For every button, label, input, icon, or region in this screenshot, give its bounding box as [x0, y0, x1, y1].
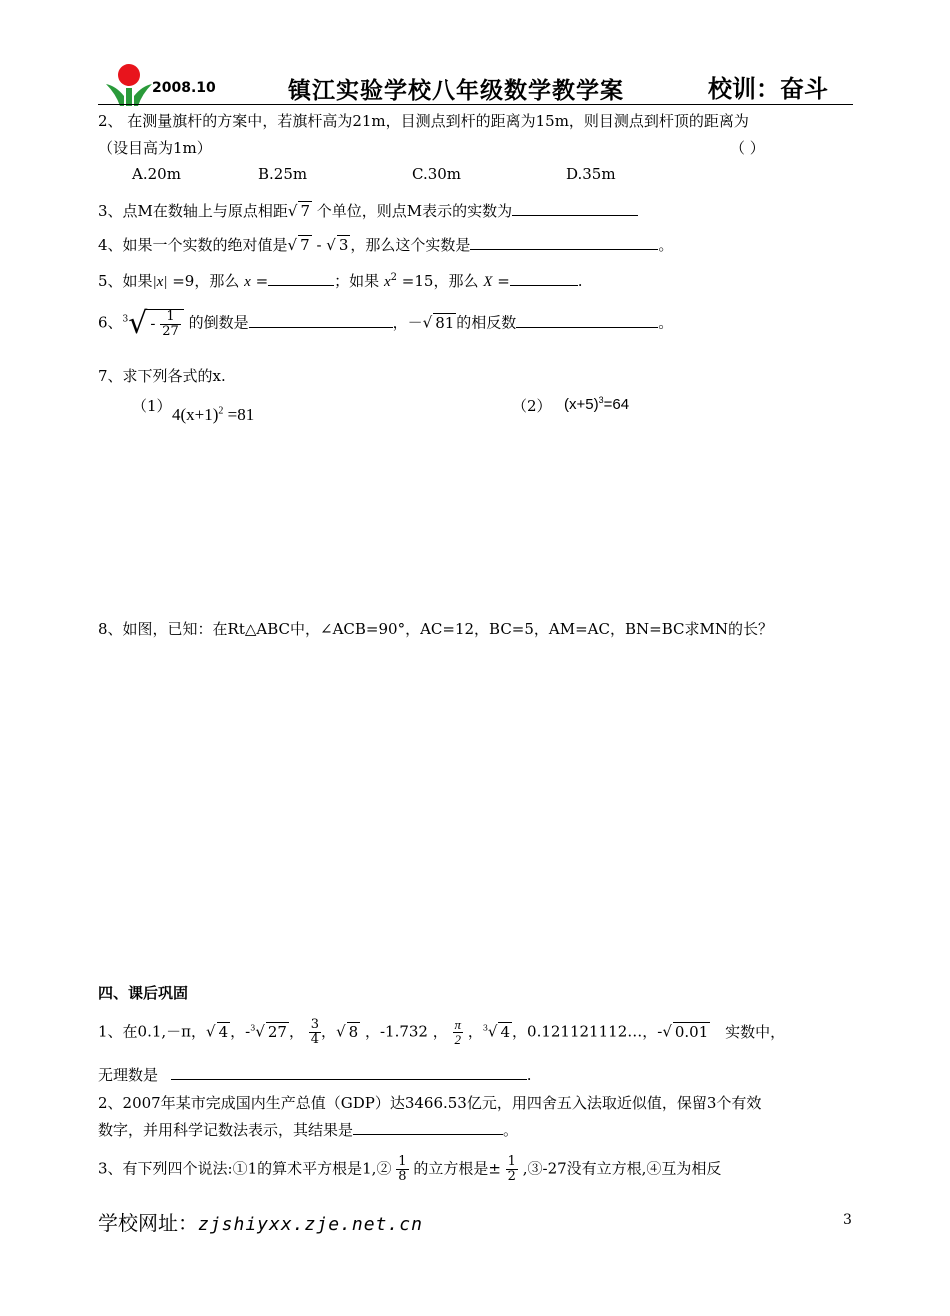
s4-q1-line1: 1、在0.1,－π，√ 4 ，-$^3$√ 27 ， $\frac{3}{4}$ ，√ 8 ，-1.732 ， $\frac{\pi}{2}$ ，$^3$√ 4 ，0.121121112…，-√ 0.01 实数中，	[98, 1017, 786, 1047]
q7-part2-rhs: =64	[603, 396, 630, 413]
s4-q3-fraction-1-2	[506, 1155, 518, 1184]
q3-radicand: 7	[300, 202, 311, 220]
q2-option-c: C.30m	[412, 165, 462, 183]
q5-mid: ；如果	[334, 272, 380, 290]
q2-text-2: （设目高为1m）	[98, 139, 212, 157]
q5-blank-1[interactable]	[268, 271, 334, 286]
q5-line	[98, 270, 583, 291]
q7-part1-label: （1）	[132, 397, 172, 415]
s4-q1-frac-num: 3	[310, 1017, 320, 1032]
q7-part2-expr	[564, 395, 629, 413]
q6-end: 。	[658, 313, 674, 332]
s4-q1-irrational-label: 无理数是	[98, 1066, 159, 1084]
s4-q1-sep4: ，-1.732 ，	[364, 1022, 448, 1041]
q2-text: 2、 在测量旗杆的方案中，若旗杆高为21m，目测点到杆的距离为15m，则目测点到杆顶的距离为	[98, 112, 749, 130]
q5-eq2: =	[255, 272, 269, 290]
q6-neg: -	[150, 314, 156, 332]
s4-q3-suffix: ,③-27没有立方根,④互为相反	[522, 1159, 722, 1178]
q6-denominator: 27	[162, 323, 179, 339]
footer	[98, 1207, 423, 1236]
q3-answer-blank[interactable]	[512, 201, 638, 216]
radical-sign: √	[206, 1022, 216, 1041]
q5-var-X: X	[483, 274, 493, 290]
radical-sign: √	[422, 313, 433, 332]
school-logo	[102, 62, 156, 108]
header-date: 2008.10	[152, 80, 216, 96]
q5-eq1: =9，那么	[172, 272, 240, 290]
q6-root-index: 3	[122, 314, 129, 325]
radical-sign: √	[336, 1022, 346, 1041]
radical-sign: √	[287, 236, 298, 254]
q6-suffix: 的相反数	[456, 313, 517, 332]
header-title: 镇江实验学校八年级数学教学案	[288, 78, 624, 104]
q2-option-b: B.25m	[258, 165, 308, 183]
q7-part2-label: （2）	[512, 397, 552, 415]
q3-line	[98, 200, 638, 221]
s4-q1-sep2: ，	[288, 1022, 304, 1041]
q5-var-x2: x	[383, 274, 391, 290]
s4-q1-sep5: ，	[467, 1022, 483, 1041]
s4-q1-fraction-pi-2	[453, 1018, 464, 1047]
q4-radicand-1: 7	[300, 236, 310, 254]
footer-url[interactable]: zjshiyxx.zje.net.cn	[198, 1214, 423, 1235]
s4-q3-line	[98, 1155, 721, 1184]
q4-radicand-2: 3	[338, 236, 349, 254]
q7-part1-exponent: 2	[218, 405, 224, 417]
q3-prefix: 3、点M在数轴上与原点相距	[98, 202, 288, 220]
s4-q3-mid: 的立方根是±	[413, 1159, 501, 1178]
q7-text: 7、求下列各式的x.	[98, 367, 226, 385]
s4-q1-pi: π	[454, 1017, 462, 1032]
q8-text: 8、如图，已知：在Rt△ABC中，∠ACB=90°，AC=12，BC=5，AM=AC，BN=BC求MN的长？	[98, 620, 773, 638]
q6-comma: ，－	[392, 313, 423, 332]
q6-mid: 的倒数是	[188, 313, 249, 332]
s4-q2-answer-blank[interactable]	[353, 1120, 503, 1135]
q7-part2-lhs: (x+5)	[564, 396, 599, 413]
s4-q1-rad-8: 8	[348, 1022, 359, 1041]
q3-suffix: 个单位，则点M表示的实数为	[316, 202, 513, 220]
q4-suffix: ，那么这个实数是	[350, 236, 471, 254]
s4-q3-frac2-num: 1	[507, 1154, 516, 1169]
q7-part1-lhs: 4(x+1)	[172, 405, 219, 424]
radical-sign: √	[662, 1022, 672, 1041]
q6-fraction	[160, 310, 181, 339]
q5-eq3: =15，那么	[401, 272, 479, 290]
s4-q1-cbrt-4: 4	[500, 1022, 511, 1041]
q5-end: .	[577, 272, 583, 290]
s4-q1-prefix: 1、在0.1,－π，	[98, 1022, 207, 1041]
s4-q2-line2	[98, 1119, 518, 1140]
s4-q2-end: 。	[503, 1121, 519, 1139]
s4-q3-prefix: 3、有下列四个说法:①1的算术平方根是1,②	[98, 1159, 392, 1178]
q5-prefix: 5、如果	[98, 272, 153, 290]
q6-prefix: 6、	[98, 313, 123, 332]
s4-q3-frac1-num: 1	[398, 1154, 407, 1169]
radical-sign: √	[128, 306, 148, 341]
s4-q3-frac2-den: 2	[507, 1169, 516, 1184]
q6-numerator: 1	[160, 310, 181, 325]
s4-q1-rad-4: 4	[218, 1022, 229, 1041]
s4-q2-line1: 2、2007年某市完成国内生产总值（GDP）达3466.53亿元，用四舍五入法取近似值，保留3个有效	[98, 1094, 762, 1112]
s4-q1-answer-blank[interactable]	[171, 1065, 527, 1080]
radical-sign: √	[287, 202, 298, 220]
s4-q3-frac1-den: 8	[398, 1169, 407, 1184]
s4-q1-suffix: 实数中，	[725, 1022, 786, 1041]
q4-prefix: 4、如果一个实数的绝对值是	[98, 236, 288, 254]
q5-var-x: x	[244, 274, 251, 290]
s4-q1-sep1: ，-	[230, 1022, 251, 1041]
q5-abs-x: |x|	[152, 274, 168, 290]
q5-exponent: 2	[390, 272, 398, 283]
q4-answer-blank[interactable]	[470, 235, 658, 250]
q6-blank-2[interactable]	[516, 313, 658, 328]
q6-blank-1[interactable]	[249, 313, 393, 328]
q4-end: 。	[658, 236, 674, 254]
radical-sign: √	[326, 236, 336, 254]
s4-q1-frac-den: 4	[310, 1032, 320, 1047]
radical-sign: √	[487, 1022, 498, 1041]
s4-q1-end: .	[526, 1066, 532, 1084]
q7-part1-rhs: =81	[227, 405, 255, 424]
header-rule	[98, 104, 853, 105]
s4-q1-sep6: ，0.121121112…，-	[512, 1022, 663, 1041]
page-number: 3	[843, 1212, 852, 1228]
q4-minus: -	[316, 236, 322, 254]
s4-q1-fraction-3-4	[309, 1018, 321, 1047]
s4-q3-fraction-1-8	[396, 1155, 408, 1184]
q2-option-a: A.20m	[132, 165, 181, 183]
q5-blank-2[interactable]	[510, 271, 578, 286]
q4-line	[98, 234, 673, 255]
footer-label: 学校网址：	[98, 1211, 198, 1235]
q6-line	[98, 306, 673, 341]
header-motto: 校训：奋斗	[708, 75, 828, 103]
q2-answer-paren: （ ）	[730, 139, 765, 157]
q2-option-d: D.35m	[566, 165, 616, 183]
q7-part1-expr	[172, 405, 254, 425]
q6-radicand: 81	[435, 313, 455, 332]
radical-sign: √	[255, 1022, 265, 1041]
s4-q2-text: 数字，并用科学记数法表示，其结果是	[98, 1121, 354, 1139]
section4-heading: 四、课后巩固	[98, 984, 189, 1002]
q7-part2-exponent: 3	[598, 395, 604, 405]
s4-q1-rad-001: 0.01	[674, 1022, 709, 1041]
s4-q1-rad-27: 27	[267, 1022, 287, 1041]
s4-q1-pi-den: 2	[454, 1032, 462, 1047]
s4-q1-sep3: ，	[321, 1022, 337, 1041]
s4-q1-line2	[98, 1064, 532, 1085]
q5-eq4: =	[497, 272, 510, 290]
